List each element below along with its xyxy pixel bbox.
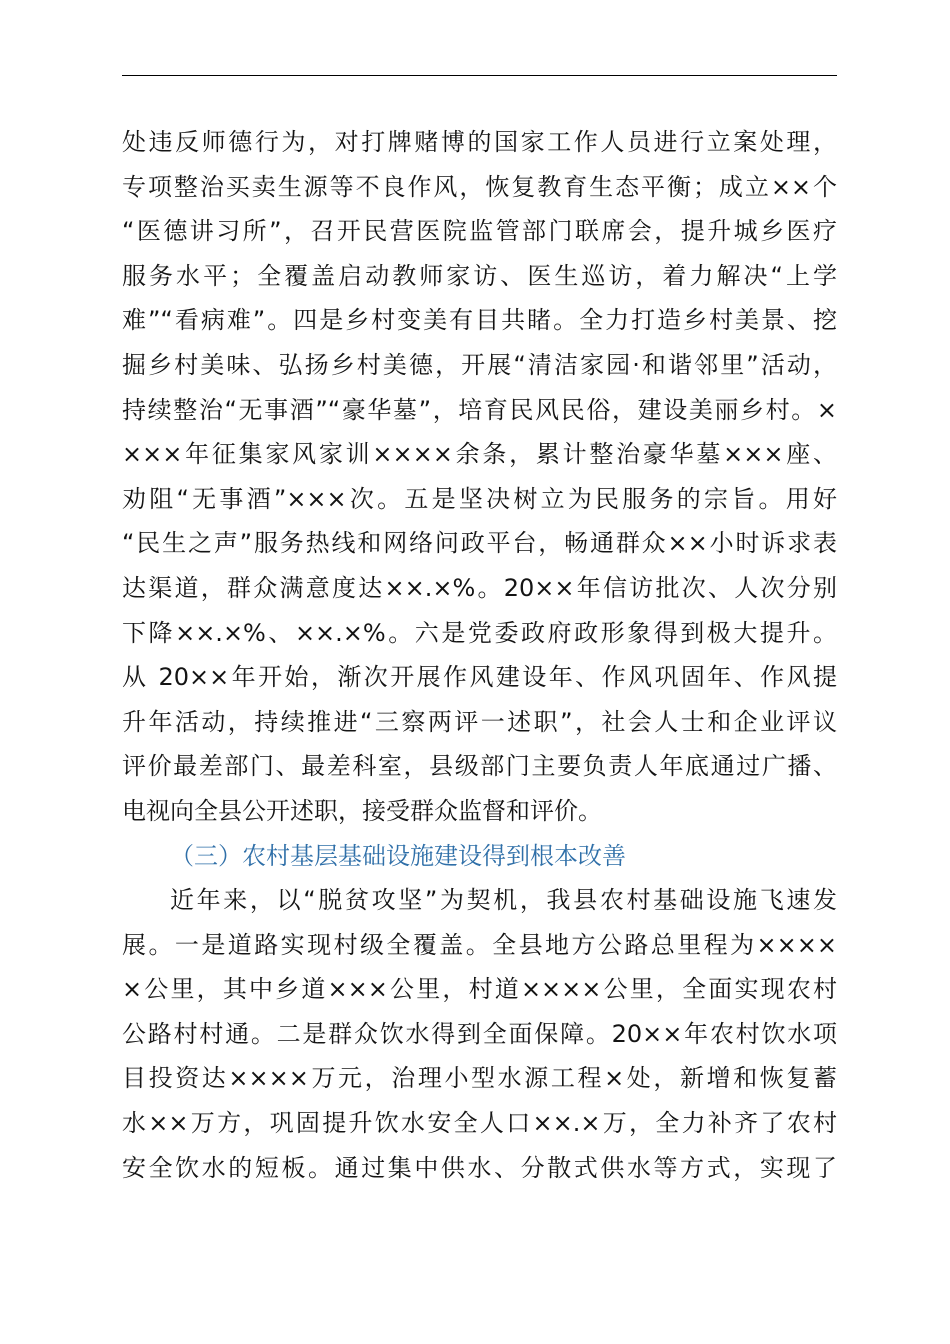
text-line: 服务水平；全覆盖启动教师家访、医生巡访，着力解决“上学 (122, 261, 837, 290)
text-line: ×公里，其中乡道×××公里，村道××××公里，全面实现农村 (122, 975, 837, 1004)
text-line: ×××年征集家风家训××××余条，累计整治豪华墓×××座、 (122, 440, 837, 469)
text-line: 近年来，以“脱贫攻坚”为契机，我县农村基础设施飞速发 (170, 886, 837, 915)
text-line: 劝阻“无事酒”×××次。五是坚决树立为民服务的宗旨。用好 (122, 484, 837, 513)
text-line: “医德讲习所”，召开民营医院监管部门联席会，提升城乡医疗 (122, 217, 837, 246)
paragraph-2 (122, 878, 837, 1190)
text-line: 目投资达××××万元，治理小型水源工程×处，新增和恢复蓄 (122, 1064, 837, 1093)
text-line: 从 20××年开始，渐次开展作风建设年、作风巩固年、作风提 (122, 663, 837, 692)
paragraph-1 (122, 120, 837, 834)
text-line: 安全饮水的短板。通过集中供水、分散式供水等方式，实现了 (122, 1153, 837, 1182)
text-line: “民生之声”服务热线和网络问政平台，畅通群众××小时诉求表 (122, 529, 837, 558)
document-body (122, 120, 837, 1190)
header-rule (122, 75, 837, 76)
text-line: 公路村村通。二是群众饮水得到全面保障。20××年农村饮水项 (122, 1019, 837, 1048)
text-line: 评价最差部门、最差科室，县级部门主要负责人年底通过广播、 (122, 752, 837, 781)
text-line: 掘乡村美味、弘扬乡村美德，开展“清洁家园·和谐邻里”活动， (122, 350, 837, 379)
text-line: 持续整治“无事酒”“豪华墓”，培育民风民俗，建设美丽乡村。× (122, 395, 837, 424)
text-line: 电视向全县公开述职，接受群众监督和评价。 (122, 796, 602, 825)
text-line: 水××万方，巩固提升饮水安全人口××.×万，全力补齐了农村 (122, 1109, 837, 1138)
text-line: 专项整治买卖生源等不良作风，恢复教育生态平衡；成立××个 (122, 172, 837, 201)
text-line: 展。一是道路实现村级全覆盖。全县地方公路总里程为×××× (122, 930, 837, 959)
text-line: 升年活动，持续推进“三察两评一述职”，社会人士和企业评议 (122, 707, 837, 736)
text-line: 难”“看病难”。四是乡村变美有目共睹。全力打造乡村美景、挖 (122, 306, 837, 335)
text-line: 处违反师德行为，对打牌赌博的国家工作人员进行立案处理， (122, 128, 837, 156)
text-line: 下降××.×%、××.×%。六是党委政府政形象得到极大提升。 (122, 618, 837, 647)
section-heading: （三）农村基层基础设施建设得到根本改善 (170, 841, 626, 870)
text-line: 达渠道，群众满意度达××.×%。20××年信访批次、人次分别 (122, 573, 837, 602)
